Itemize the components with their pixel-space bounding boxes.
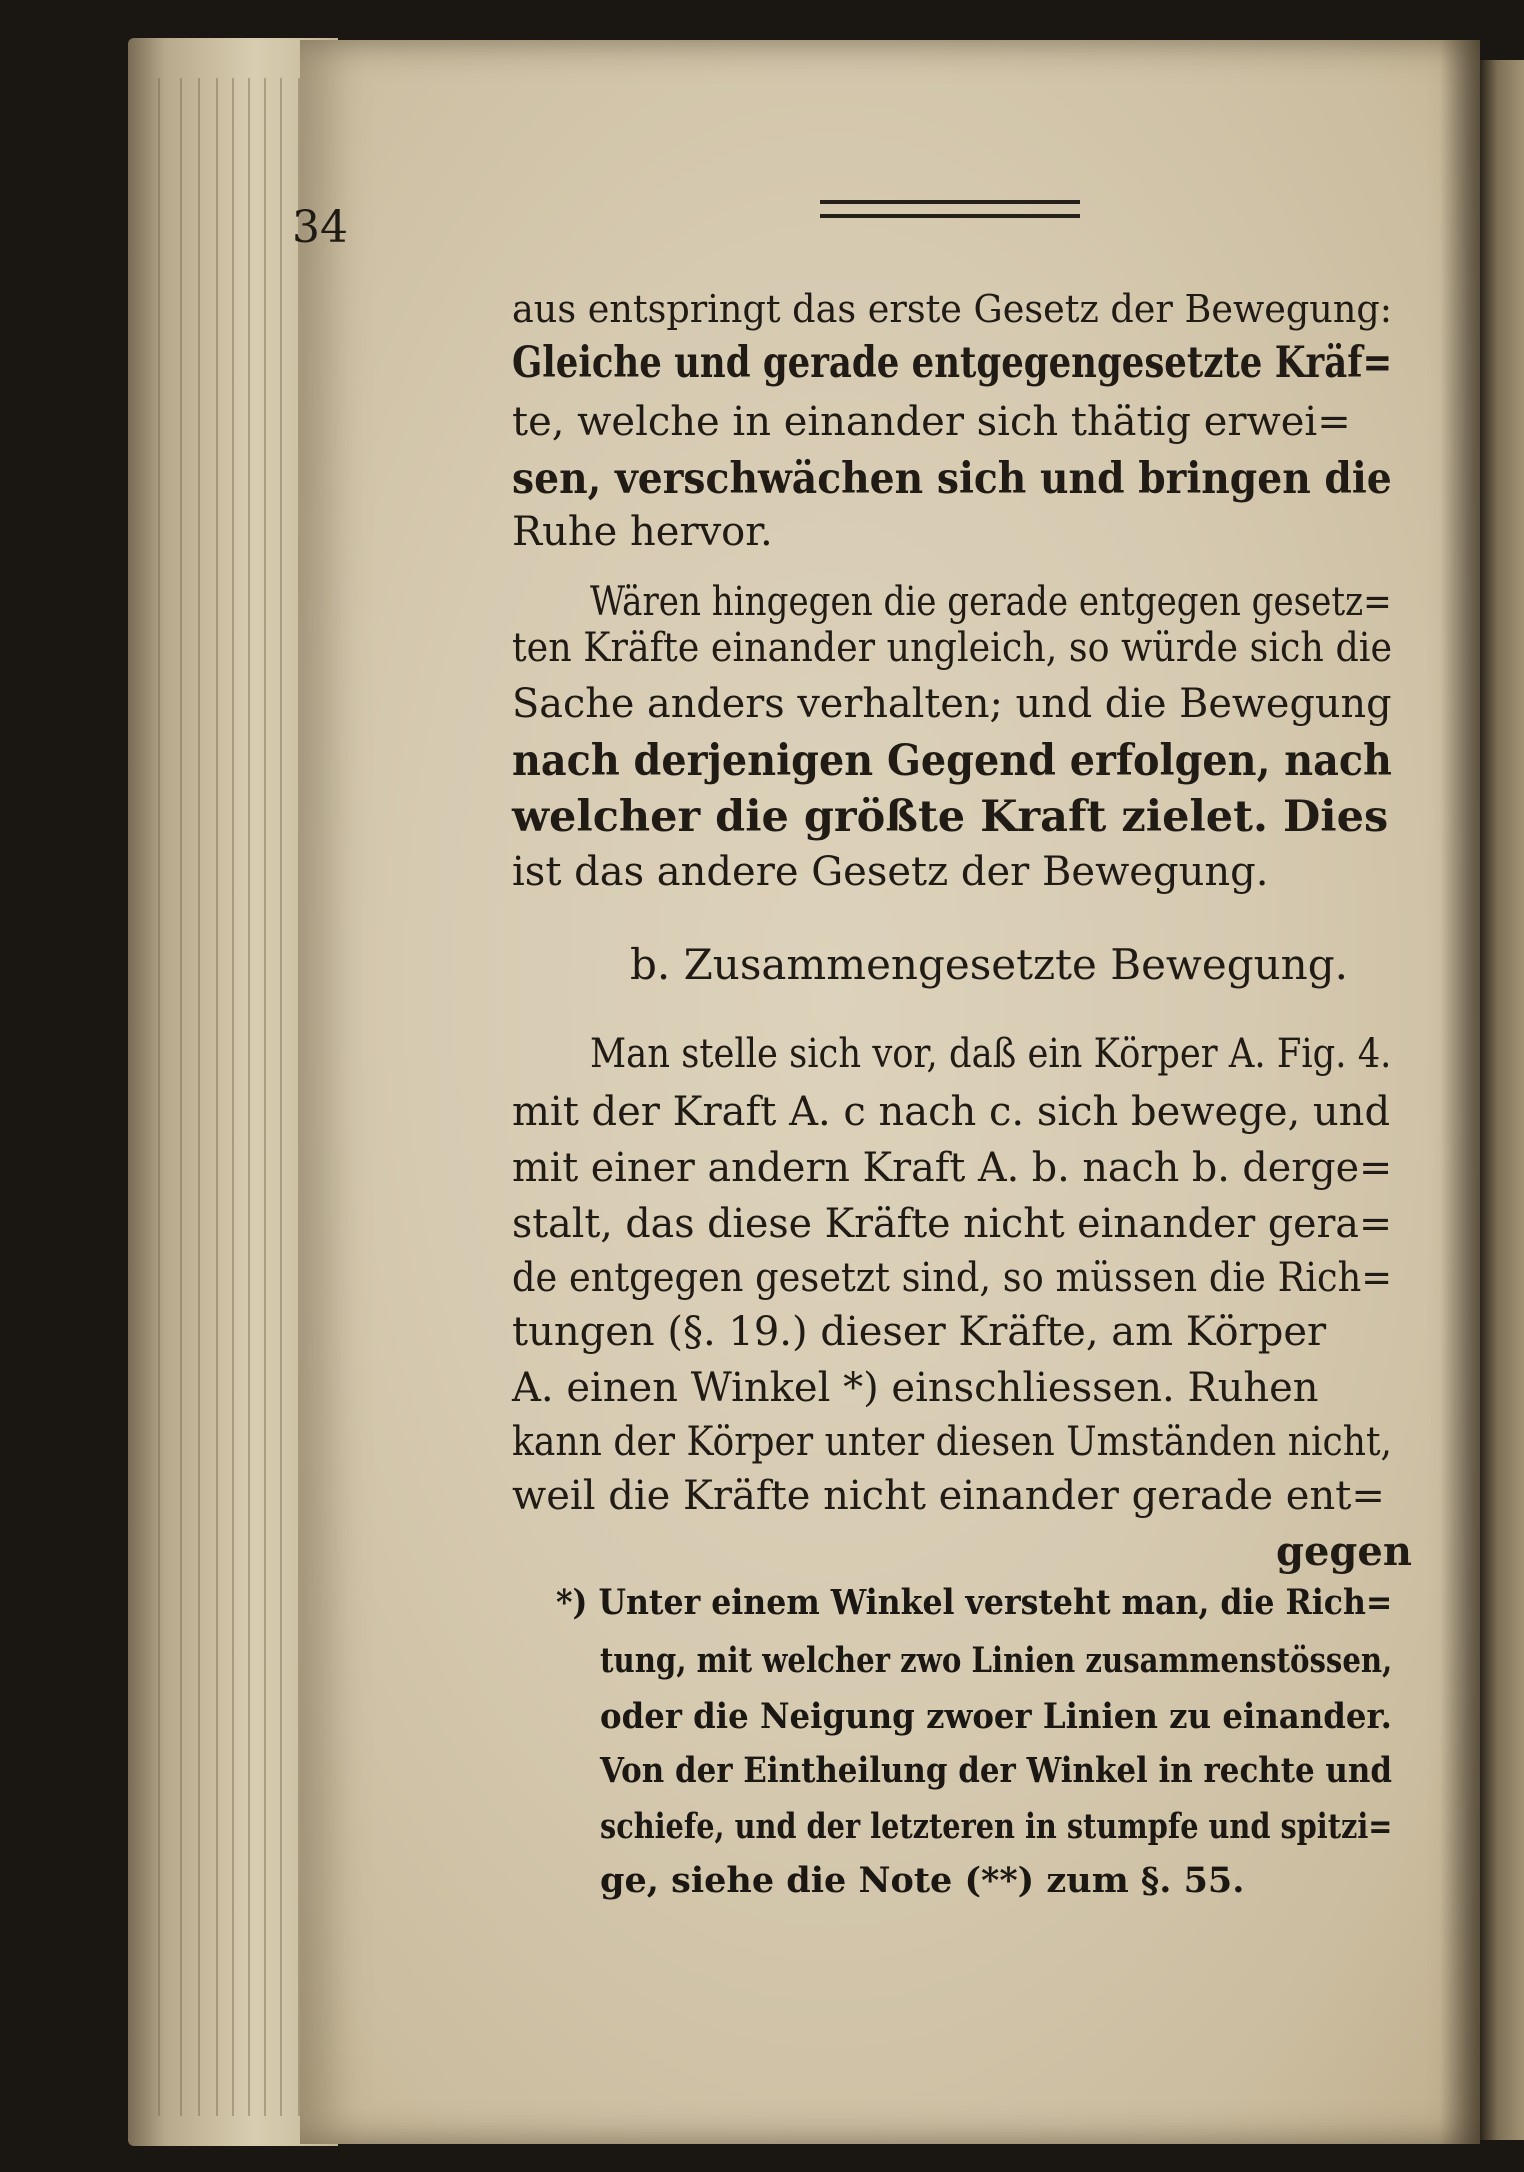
text-line: Sache anders verhalten; und die Bewegung <box>512 681 1392 727</box>
gutter-shadow <box>1440 40 1480 2144</box>
footnote-line: oder die Neigung zwoer Linien zu einander. <box>600 1696 1392 1737</box>
text-line: kann der Körper unter diesen Umständen nicht, <box>512 1419 1392 1465</box>
text-line: ist das andere Gesetz der Bewegung. <box>512 849 1269 895</box>
text-line: sen, verschwächen sich und bringen die <box>512 454 1392 504</box>
page-number: 34 <box>292 202 348 253</box>
text-line: Wären hingegen die gerade entgegen gesetz= <box>590 579 1392 625</box>
footnote-line: ge, siehe die Note (**) zum §. 55. <box>600 1860 1245 1901</box>
text-line: weil die Kräfte nicht einander gerade ent= <box>512 1473 1385 1519</box>
text-line: mit einer andern Kraft A. b. nach b. derge= <box>512 1145 1393 1191</box>
footnote-line: schiefe, und der letzteren in stumpfe und spitzi= <box>600 1806 1393 1847</box>
text-line: tungen (§. 19.) dieser Kräfte, am Körper <box>512 1309 1327 1355</box>
text-line: stalt, das diese Kräfte nicht einander gera= <box>512 1201 1393 1247</box>
text-line: de entgegen gesetzt sind, so müssen die Rich= <box>512 1255 1393 1301</box>
text-line: mit der Kraft A. c nach c. sich bewege, und <box>512 1089 1391 1135</box>
footnote-line: Von der Eintheilung der Winkel in rechte und <box>600 1750 1392 1791</box>
text-line: te, welche in einander sich thätig erwei= <box>512 399 1351 445</box>
footnote-line: tung, mit welcher zwo Linien zusammenstössen, <box>600 1640 1393 1681</box>
footnote-line: *) Unter einem Winkel versteht man, die Rich= <box>556 1582 1393 1623</box>
header-rule <box>820 200 1080 218</box>
catchword: gegen <box>1276 1528 1412 1575</box>
text-line: Man stelle sich vor, daß ein Körper A. Fig. 4. <box>590 1031 1392 1077</box>
text-line: ten Kräfte einander ungleich, so würde sich die <box>512 625 1393 671</box>
section-heading: b. Zusammengesetzte Bewegung. <box>630 940 1348 989</box>
text-line: A. einen Winkel *) einschliessen. Ruhen <box>512 1365 1319 1411</box>
text-line: welcher die größte Kraft zielet. Dies <box>512 792 1389 842</box>
text-line: Gleiche und gerade entgegengesetzte Kräf= <box>512 338 1393 388</box>
text-line: aus entspringt das erste Gesetz der Bewegung: <box>512 287 1393 331</box>
binding-edge <box>1480 60 1524 2140</box>
text-line: nach derjenigen Gegend erfolgen, nach <box>512 736 1392 786</box>
text-line: Ruhe hervor. <box>512 509 773 555</box>
